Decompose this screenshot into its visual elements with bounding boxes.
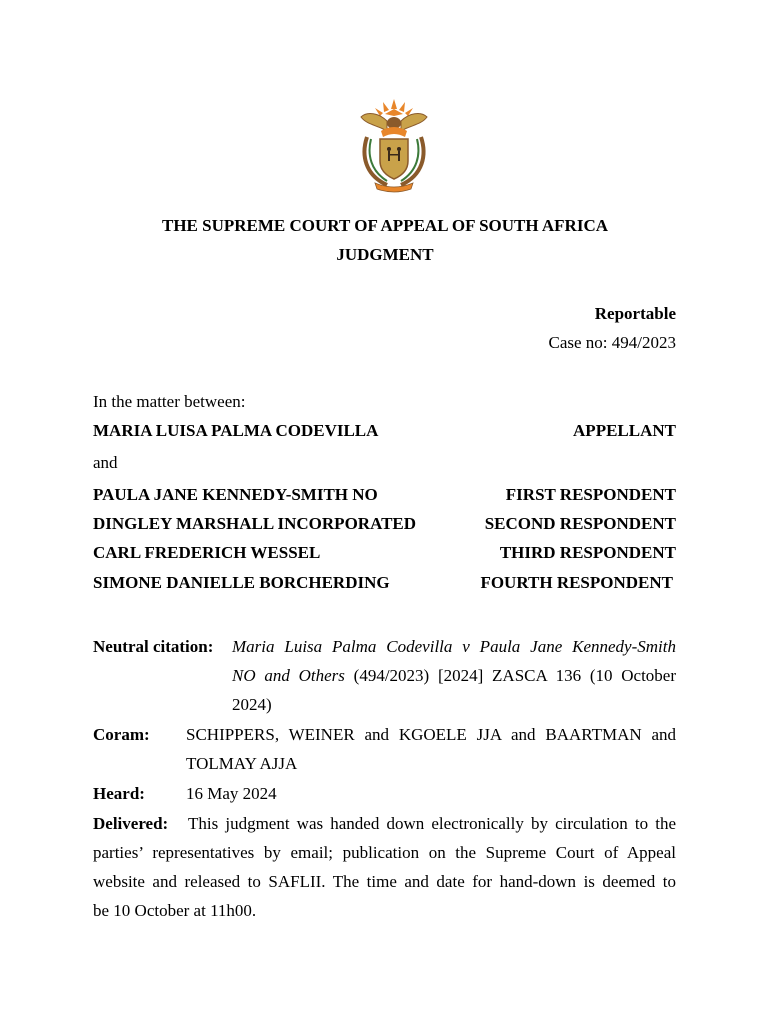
delivered-line-2: parties’ representatives by email; publication on the Supreme Court of Appeal — [93, 843, 676, 862]
respondent-role: FOURTH RESPONDENT — [480, 573, 673, 592]
heard-label: Heard: — [93, 784, 145, 803]
citation-case-name: NO and Others — [232, 666, 345, 685]
respondent-name: SIMONE DANIELLE BORCHERDING — [93, 573, 390, 592]
citation-reference: (494/2023) [2024] ZASCA 136 (10 October — [344, 666, 676, 685]
respondent-name: CARL FREDERICH WESSEL — [93, 543, 321, 562]
reportable-label: Reportable — [594, 304, 676, 323]
citation-line-3: 2024) — [232, 695, 272, 714]
delivered-line-4: be 10 October at 11h00. — [93, 901, 257, 920]
delivered-label: Delivered: — [93, 814, 169, 833]
respondent-role: SECOND RESPONDENT — [484, 514, 676, 533]
citation-line-1: Maria Luisa Palma Codevilla v Paula Jane Kennedy-Smith — [232, 637, 676, 656]
citation-line-2 — [232, 667, 676, 684]
respondent-name: PAULA JANE KENNEDY-SMITH NO — [93, 485, 378, 504]
respondent-role: FIRST RESPONDENT — [505, 485, 676, 504]
respondent-name: DINGLEY MARSHALL INCORPORATED — [93, 514, 417, 533]
matter-intro: In the matter between: — [93, 392, 246, 411]
coram-label: Coram: — [93, 725, 150, 744]
heard-date: 16 May 2024 — [186, 784, 277, 803]
and-separator: and — [93, 453, 118, 472]
document-type: JUDGMENT — [336, 245, 434, 264]
delivered-line-3: website and released to SAFLII. The time and date for hand-down is deemed to — [93, 872, 676, 891]
court-title: THE SUPREME COURT OF APPEAL OF SOUTH AFRICA — [161, 216, 609, 235]
citation-label: Neutral citation: — [93, 637, 214, 656]
appellant-name: MARIA LUISA PALMA CODEVILLA — [93, 421, 379, 440]
delivered-line-1: This judgment was handed down electronically by circulation to the — [188, 814, 676, 833]
coat-of-arms-emblem — [353, 97, 435, 193]
case-number: Case no: 494/2023 — [548, 333, 676, 352]
coram-line-1: SCHIPPERS, WEINER and KGOELE JJA and BAARTMAN and — [186, 725, 676, 744]
appellant-role: APPELLANT — [573, 421, 676, 440]
coram-line-2: TOLMAY AJJA — [186, 754, 298, 773]
respondent-role: THIRD RESPONDENT — [499, 543, 676, 562]
